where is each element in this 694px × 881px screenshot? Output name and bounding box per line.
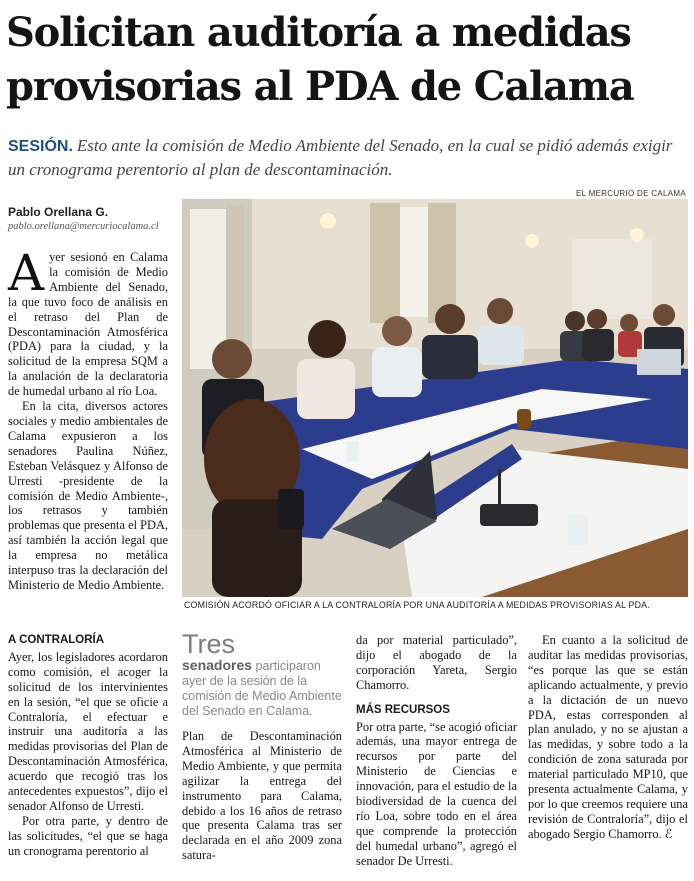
lead-text: Esto ante la comisión de Medio Ambiente del Senado, en la cual se pidió además exigir un cronograma perentorio al plan de descontaminación. [8,136,673,179]
body-paragraph-5: Plan de Descontaminación Atmosférica al Ministerio de Medio Ambiente, y que permita agilizar la entrega del instrumento para Calama, debido a los 16 años de retraso que presenta Calama tras ser declarada en el año 2009 zona satura- [182,729,342,863]
drop-cap: A [8,244,45,302]
subhead-mas-recursos: MÁS RECURSOS [356,703,450,716]
body-column-2 [8,633,168,859]
paragraph-8-text: En cuanto a la solicitud de auditar las medidas provisorias, “es porque las que se están aplicando actualmente, y previo a la dictación de un nuevo PDA, estas corresponden al plan anulado, y no se ajustan a las medidas, y sobre todo a la condición de zona saturada por material particulado MP10, que presenta actualmente Calama, y por lo que creemos requiere una revisión de Contraloría”, dijo el abogado Sergio Chamorro. [528,633,688,841]
headline-line-1: Solicitan auditoría a medidas [6,9,631,56]
pull-quote-text: participaron ayer de la sesión de la comisión de Medio Ambiente del Senado en Calama. [182,659,342,718]
body-paragraph-2: En la cita, diversos actores sociales y medio ambientales de Calama expusieron a los senadores Paulina Núñez, Esteban Velásquez y Alfonso de Urresti -presidente de la comisión de Medio Ambiente-, los retrasos y también problemas que presenta el PDA, así también la acción legal que la empresa no metálica interpuso tras la declaración del Ministerio de Medio Ambiente. [8,399,169,592]
body-paragraph-7: Por otra parte, “se acogió oficiar además, una mayor entrega de recursos por parte del Ministerio de Ciencias e innovación, para el estudio de la biodiversidad de la cuenca del río Loa, sobre todo en el área que comprende la protección del humedal urbano”, agregó el senador De Urresti. [356,719,518,868]
byline-email: pablo.orellana@mercuriocalama.cl [8,221,159,232]
pull-quote [182,630,342,719]
pull-quote-bold: senadores [182,657,253,673]
body-column-3 [182,630,342,863]
photo-caption: COMISIÓN ACORDÓ OFICIAR A LA CONTRALORÍA POR UNA AUDITORÍA A MEDIDAS PROVISORIAS AL PDA. [184,600,650,610]
end-mark-icon: ℰ [664,826,673,841]
body-paragraph-6: da por material particulado”, dijo el abogado de la corporación Yareta, Sergio Chamorro. [356,633,517,692]
body-column-1 [8,244,169,593]
byline-author: Pablo Orellana G. [8,205,109,219]
body-column-4 [356,633,517,869]
body-paragraph-8 [528,633,688,842]
headline [6,6,690,114]
body-paragraph-1 [8,244,168,399]
body-paragraph-3: Ayer, los legisladores acordaron como comisión, el acoger la solicitud de los intervinientes en la sesión, “el que se oficie a Contraloría, el efectuar e instruir una auditoría a las medidas provisorias del Plan de Descontaminación Atmosférica, acuerdo que recogió tras los antecedentes expuestos”, dijo el senador Alfonso de Urresti. [8,649,168,813]
pull-quote-number: Tres [182,629,235,659]
lead-kicker: SESIÓN. [8,138,73,155]
meeting-photo-illustration [182,199,688,597]
body-column-5 [528,633,688,842]
body-paragraph-4: Por otra parte, y dentro de las solicitudes, “el que se haga un cronograma perentorio al [8,813,168,858]
paragraph-1-text: yer sesionó en Calama la comisión de Medio Ambiente del Senado, la que tuvo foco de análisis en el retraso del Plan de Descontaminación Atmosférica (PDA) para la ciudad, y la solicitud de la empresa SQM a la anulación de la declaratoria de humedal urbano al río Loa. [8,250,168,399]
headline-line-2: provisorias al PDA de Calama [6,63,634,110]
meeting-photo [182,199,688,597]
subhead-contraloria: A CONTRALORÍA [8,634,105,646]
lead-paragraph [8,134,688,181]
photo-credit: EL MERCURIO DE CALAMA [575,189,686,198]
